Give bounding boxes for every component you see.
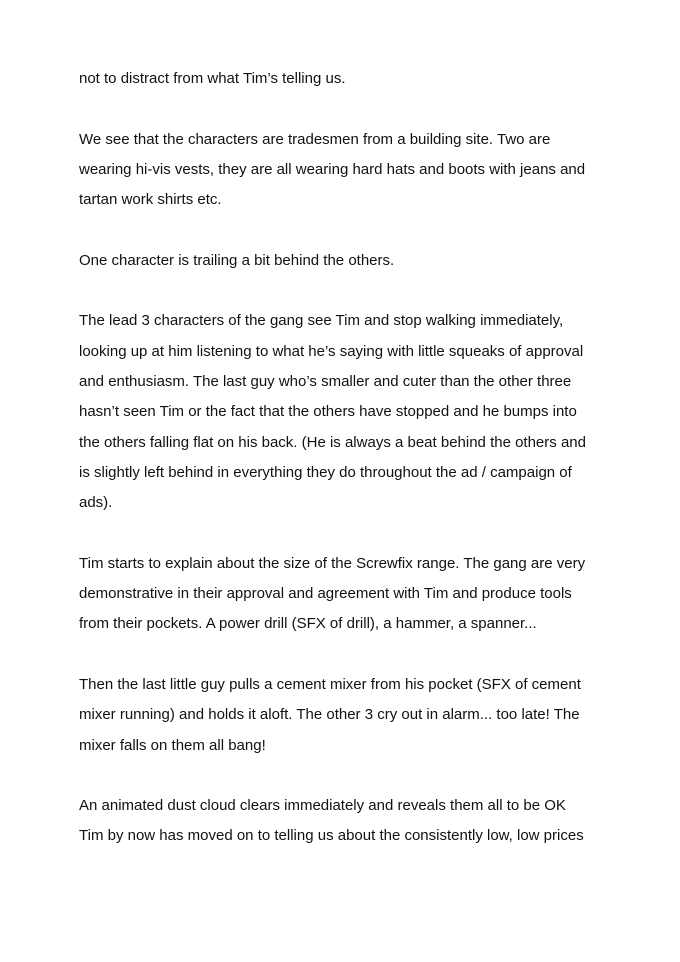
- text-line: Tim by now has moved on to telling us about the consistently low, low prices: [79, 827, 584, 845]
- text-line: wearing hi-vis vests, they are all wearing hard hats and boots with jeans and: [79, 160, 586, 178]
- paragraph: [79, 670, 619, 761]
- text-line: ads).: [79, 494, 113, 512]
- paragraph: [79, 246, 619, 276]
- text-line: We see that the characters are tradesmen from a building site. Two are: [79, 130, 551, 148]
- text-line: not to distract from what Tim’s telling us.: [79, 70, 346, 87]
- text-line: tartan work shirts etc.: [79, 191, 222, 209]
- text-line: the others falling flat on his back. (He is always a beat behind the others and: [79, 433, 586, 451]
- text-line: hasn’t seen Tim or the fact that the others have stopped and he bumps into: [79, 403, 577, 421]
- text-line: The lead 3 characters of the gang see Tim and stop walking immediately,: [79, 312, 564, 330]
- paragraph: [79, 64, 619, 94]
- paragraph: [79, 549, 619, 640]
- text-line: mixer falls on them all bang!: [79, 736, 266, 754]
- text-line: Tim starts to explain about the size of the Screwfix range. The gang are very: [79, 554, 586, 572]
- text-line: mixer running) and holds it aloft. The other 3 cry out in alarm... too late! The: [79, 706, 580, 724]
- document-page: [79, 64, 619, 882]
- paragraph: [79, 306, 619, 518]
- text-line: from their pockets. A power drill (SFX of drill), a hammer, a spanner...: [79, 615, 537, 633]
- text-line: and enthusiasm. The last guy who’s smaller and cuter than the other three: [79, 372, 572, 390]
- text-line: demonstrative in their approval and agreement with Tim and produce tools: [79, 585, 572, 603]
- paragraph: [79, 791, 619, 852]
- text-line: An animated dust cloud clears immediately and reveals them all to be OK: [79, 797, 566, 815]
- text-line: looking up at him listening to what he’s saying with little squeaks of approval: [79, 342, 584, 360]
- paragraph: [79, 125, 619, 216]
- text-line: Then the last little guy pulls a cement mixer from his pocket (SFX of cement: [79, 675, 581, 693]
- text-line: is slightly left behind in everything they do throughout the ad / campaign of: [79, 463, 572, 481]
- text-line: One character is trailing a bit behind the others.: [79, 251, 395, 269]
